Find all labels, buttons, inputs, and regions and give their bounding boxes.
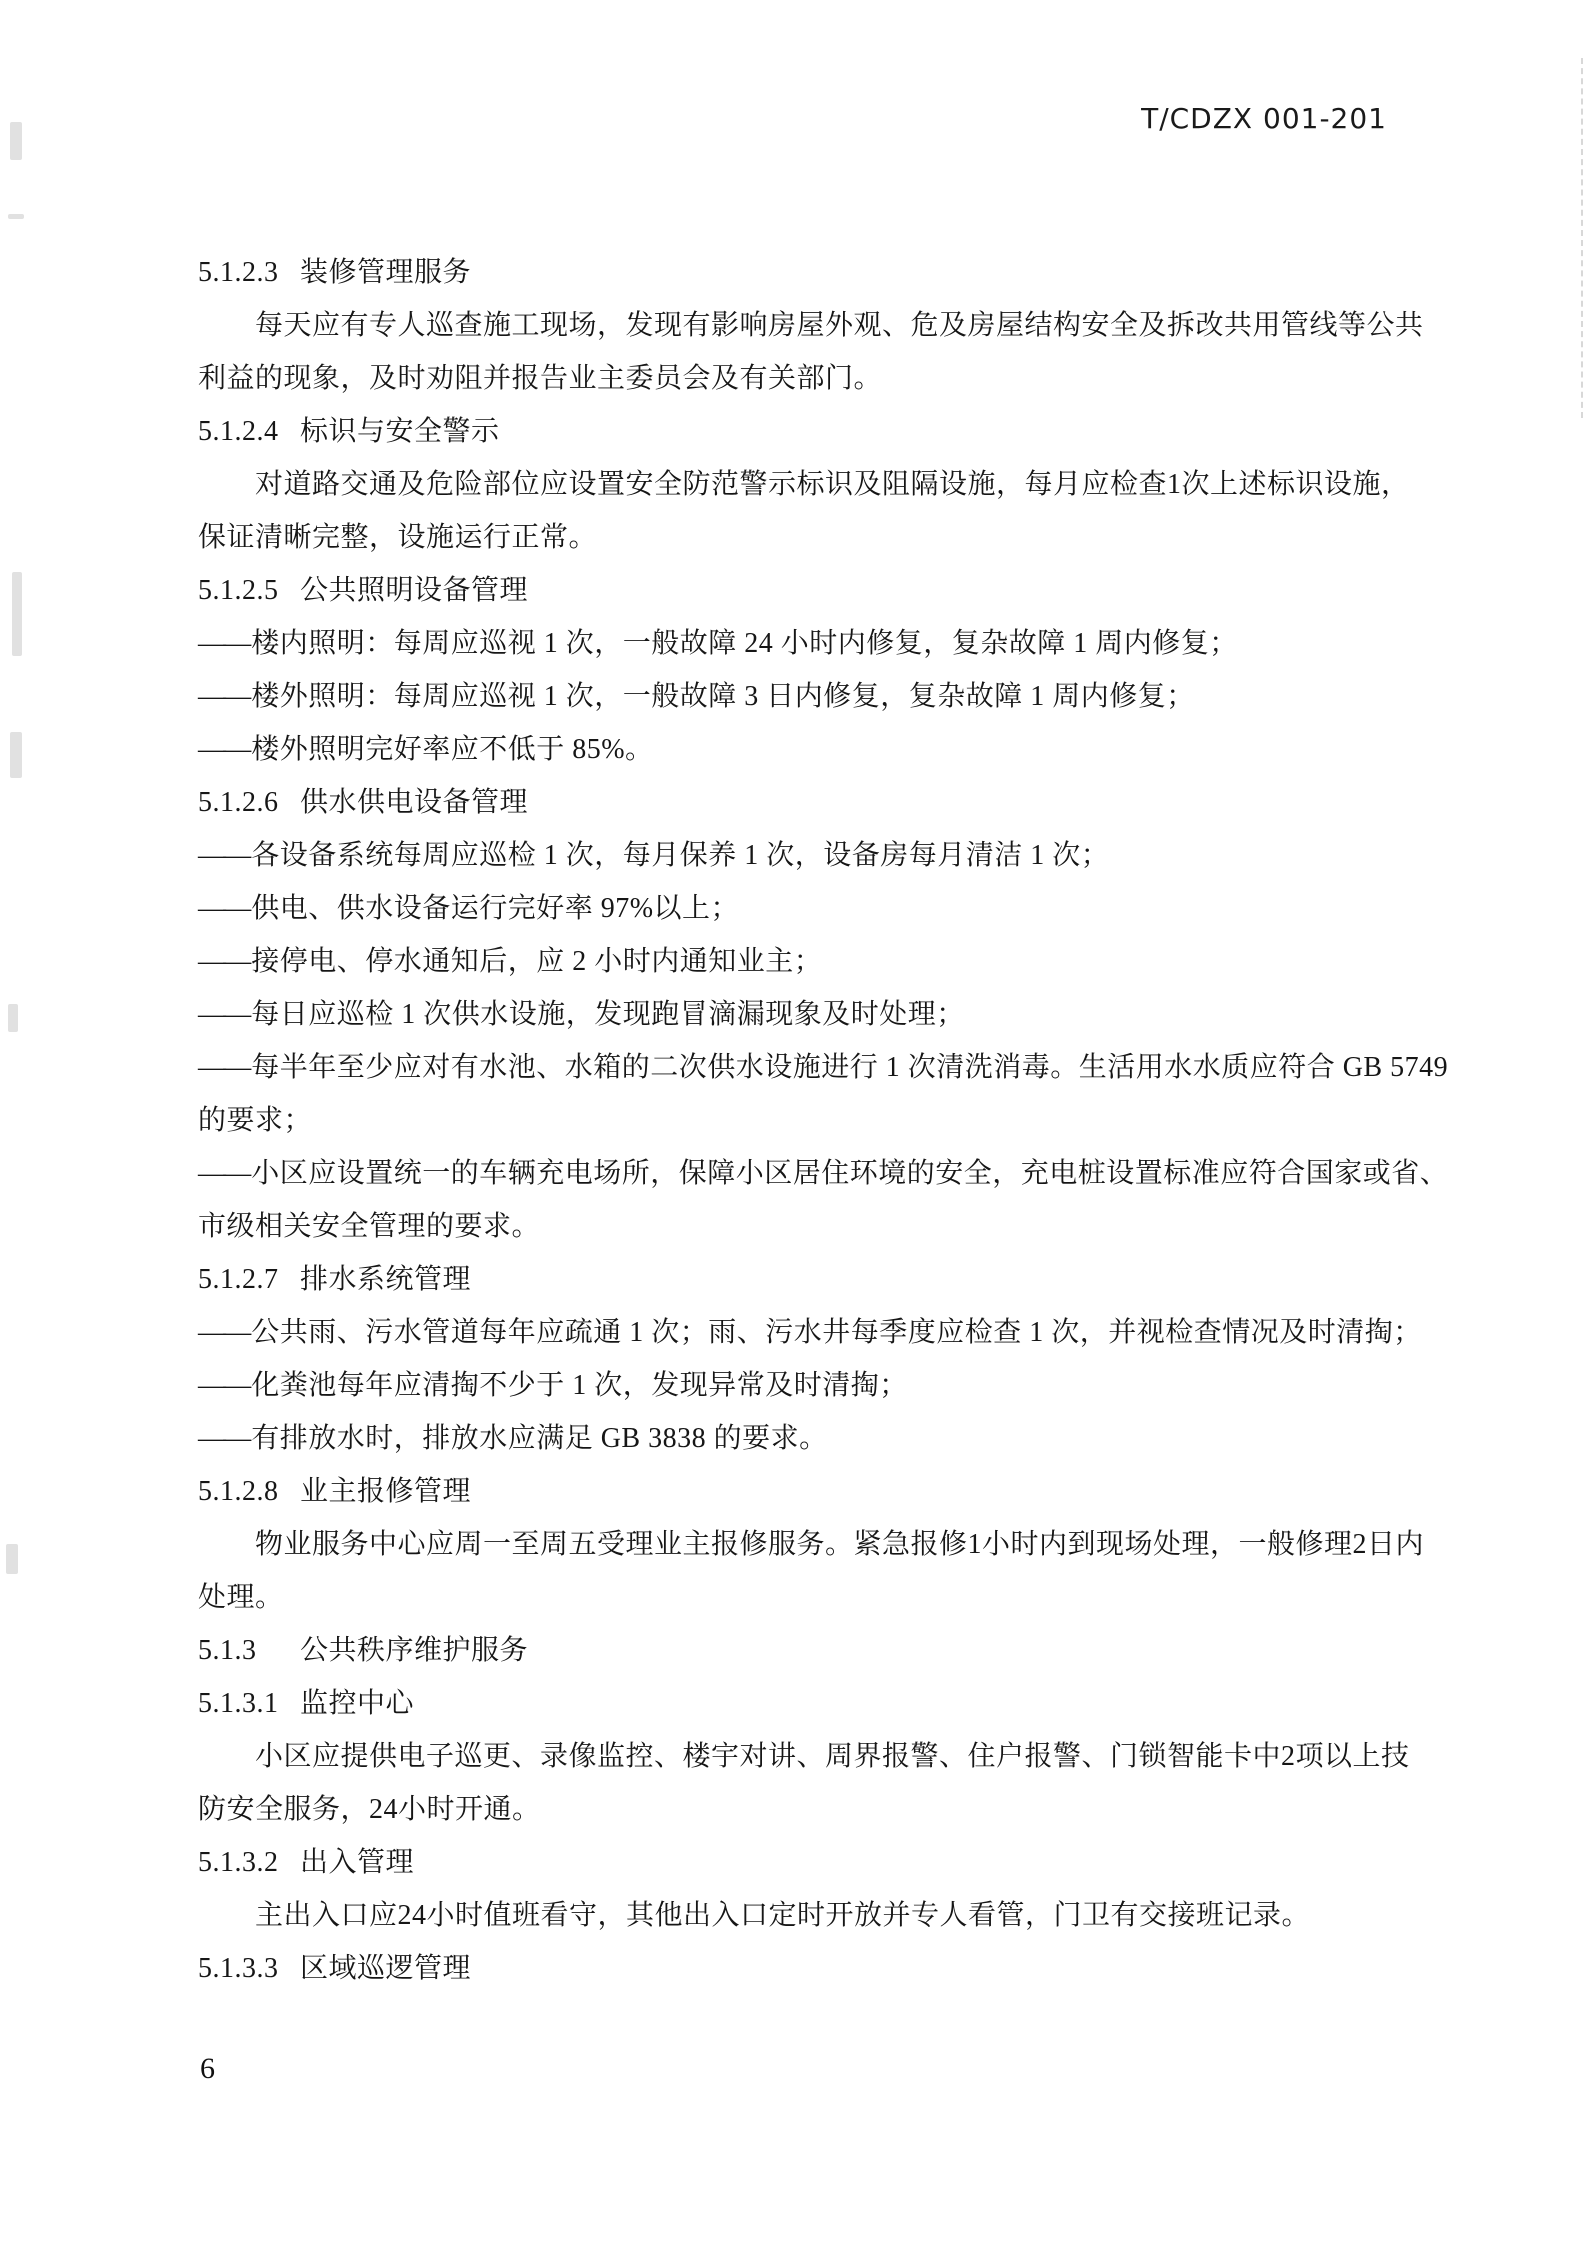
list-text: 接停电、停水通知后，应 2 小时内通知业主； <box>251 946 823 977</box>
list-text: 化粪池每年应清掏不少于 1 次，发现异常及时清掏； <box>251 1370 908 1401</box>
section-number: 5.1.2.8 <box>198 1476 279 1507</box>
list-dash: —— <box>198 840 249 871</box>
paragraph-line: 的要求； <box>198 1105 313 1136</box>
paragraph-line: 物业服务中心应周一至周五受理业主报修服务。紧急报修1小时内到现场处理，一般修理2日内 <box>255 1529 1425 1560</box>
standard-code: T/CDZX 001-201 <box>1141 102 1387 135</box>
section-number: 5.1.2.6 <box>198 787 279 818</box>
list-text: 每日应巡检 1 次供水设施，发现跑冒滴漏现象及时处理； <box>251 999 965 1030</box>
list-item-line <box>198 1306 1447 1359</box>
list-item-line <box>198 670 1447 723</box>
section-title: 供水供电设备管理 <box>300 787 529 818</box>
list-dash: —— <box>198 1370 249 1401</box>
section-heading <box>198 1465 1447 1518</box>
section-number: 5.1.2.3 <box>198 257 279 288</box>
list-dash: —— <box>198 681 249 712</box>
section-heading <box>198 564 1447 617</box>
section-title: 监控中心 <box>300 1688 415 1719</box>
section-title: 公共照明设备管理 <box>300 575 529 606</box>
list-dash: —— <box>198 893 249 924</box>
section-number: 5.1.2.4 <box>198 416 279 447</box>
section-title: 区域巡逻管理 <box>300 1953 472 1984</box>
list-text: 楼内照明：每周应巡视 1 次，一般故障 24 小时内修复，复杂故障 1 周内修复； <box>251 628 1238 659</box>
section-heading <box>198 246 1447 299</box>
paragraph-line: 每天应有专人巡查施工现场，发现有影响房屋外观、危及房屋结构安全及拆改共用管线等公共 <box>255 310 1424 341</box>
list-item-line <box>198 935 1447 988</box>
list-text: 有排放水时，排放水应满足 GB 3838 的要求。 <box>251 1423 828 1454</box>
list-item-line <box>198 617 1447 670</box>
list-text: 供电、供水设备运行完好率 97%以上； <box>251 893 740 924</box>
section-number: 5.1.2.5 <box>198 575 279 606</box>
list-text: 每半年至少应对有水池、水箱的二次供水设施进行 1 次清洗消毒。生活用水水质应符合 GB 5749 <box>251 1052 1449 1083</box>
scan-artifact <box>10 122 22 160</box>
paragraph-line: 处理。 <box>198 1582 284 1613</box>
section-heading <box>198 405 1447 458</box>
scan-artifact <box>8 1004 18 1032</box>
section-heading <box>198 1624 1447 1677</box>
document-content <box>198 246 1447 1995</box>
page-number: 6 <box>200 2052 215 2085</box>
section-title: 业主报修管理 <box>300 1476 472 1507</box>
section-heading <box>198 1942 1447 1995</box>
list-item-line <box>198 829 1447 882</box>
list-item-line <box>198 1041 1447 1094</box>
scan-artifact <box>8 214 24 219</box>
section-number: 5.1.3.1 <box>198 1688 279 1719</box>
section-title: 公共秩序维护服务 <box>300 1635 529 1666</box>
section-title: 排水系统管理 <box>300 1264 472 1295</box>
list-text: 小区应设置统一的车辆充电场所，保障小区居住环境的安全，充电桩设置标准应符合国家或省、 <box>251 1158 1449 1189</box>
paragraph-line: 主出入口应24小时值班看守，其他出入口定时开放并专人看管，门卫有交接班记录。 <box>255 1900 1311 1931</box>
list-item-line <box>198 1412 1447 1465</box>
list-dash: —— <box>198 734 249 765</box>
list-text: 各设备系统每周应巡检 1 次，每月保养 1 次，设备房每月清洁 1 次； <box>251 840 1110 871</box>
list-item-line <box>198 1147 1447 1200</box>
list-text: 楼外照明完好率应不低于 85%。 <box>251 734 654 765</box>
list-dash: —— <box>198 999 249 1030</box>
list-dash: —— <box>198 628 249 659</box>
section-number: 5.1.3.2 <box>198 1847 279 1878</box>
list-dash: —— <box>198 1423 249 1454</box>
list-item-line <box>198 1359 1447 1412</box>
paragraph-line: 利益的现象，及时劝阻并报告业主委员会及有关部门。 <box>198 363 883 394</box>
section-heading <box>198 1836 1447 1889</box>
section-number: 5.1.3 <box>198 1635 257 1666</box>
list-text: 楼外照明：每周应巡视 1 次，一般故障 3 日内修复，复杂故障 1 周内修复； <box>251 681 1195 712</box>
scan-edge-line <box>1581 58 1583 418</box>
paragraph-line: 对道路交通及危险部位应设置安全防范警示标识及阻隔设施，每月应检查1次上述标识设施， <box>255 469 1410 500</box>
scan-artifact <box>12 572 22 656</box>
list-item-line <box>198 988 1447 1041</box>
list-item-line <box>198 723 1447 776</box>
section-number: 5.1.3.3 <box>198 1953 279 1984</box>
paragraph-line: 防安全服务，24小时开通。 <box>198 1794 541 1825</box>
scan-artifact <box>10 732 22 778</box>
section-heading <box>198 1253 1447 1306</box>
list-dash: —— <box>198 1052 249 1083</box>
scan-artifact <box>6 1544 18 1574</box>
section-number: 5.1.2.7 <box>198 1264 279 1295</box>
section-title: 标识与安全警示 <box>300 416 500 447</box>
section-title: 出入管理 <box>300 1847 415 1878</box>
section-heading <box>198 1677 1447 1730</box>
list-dash: —— <box>198 1158 249 1189</box>
list-item-line <box>198 882 1447 935</box>
paragraph-line: 小区应提供电子巡更、录像监控、楼宇对讲、周界报警、住户报警、门锁智能卡中2项以上技 <box>255 1741 1410 1772</box>
paragraph-line: 保证清晰完整，设施运行正常。 <box>198 522 598 553</box>
list-dash: —— <box>198 1317 249 1348</box>
list-dash: —— <box>198 946 249 977</box>
list-text: 公共雨、污水管道每年应疏通 1 次；雨、污水井每季度应检查 1 次，并视检查情况及时清掏； <box>251 1317 1422 1348</box>
section-heading <box>198 776 1447 829</box>
paragraph-line: 市级相关安全管理的要求。 <box>198 1211 541 1242</box>
section-title: 装修管理服务 <box>300 257 472 288</box>
